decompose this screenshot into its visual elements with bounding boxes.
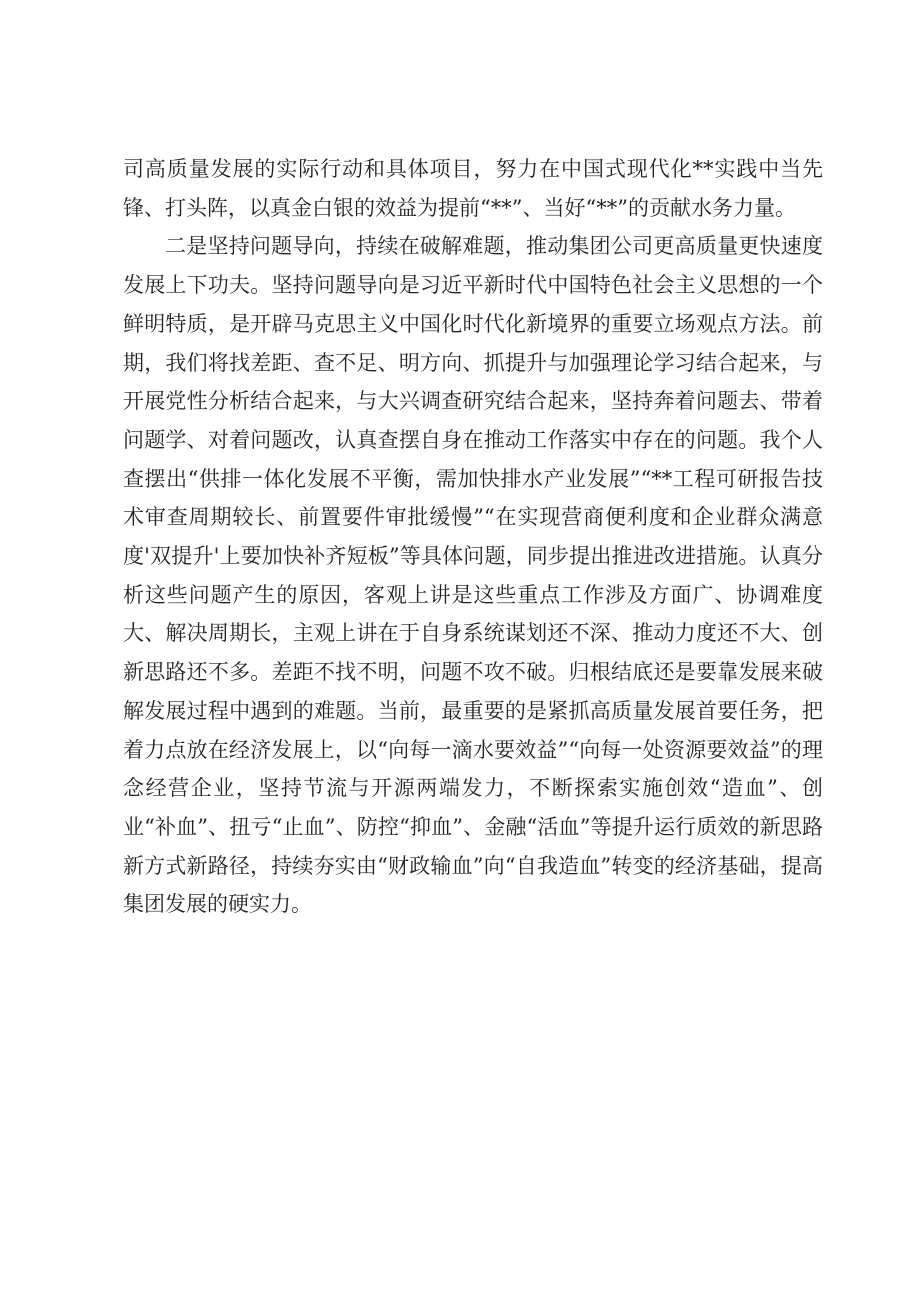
paragraph-problem-orientation: 二是坚持问题导向，持续在破解难题，推动集团公司更高质量更快速度发展上下功夫。坚持问题导向是习近平新时代中国特色社会主义思想的一个鲜明特质，是开辟马克思主义中国化时代化新境界的重要立场观点方法。前期，我们将找差距、查不足、明方向、抓提升与加强理论学习结合起来，与开展党性分析结合起来，与大兴调查研究结合起来，坚持奔着问题去、带着问题学、对着问题改，认真查摆自身在推动工作落实中存在的问题。我个人查摆出“供排一体化发展不平衡，需加快排水产业发展”“**工程可研报告技术审查周期较长、前置要件审批缓慢”“在实现营商便利度和企业群众满意度'双提升'上要加快补齐短板”等具体问题，同步提出推进改进措施。认真分析这些问题产生的原因，客观上讲是这些重点工作涉及方面广、协调难度大、解决周期长，主观上讲在于自身系统谋划还不深、推动力度还不大、创新思路还不多。差距不找不明，问题不攻不破。归根结底还是要靠发展来破解发展过程中遇到的难题。当前，最重要的是紧抓高质量发展首要任务，把着力点放在经济发展上，以“向每一滴水要效益”“向每一处资源要效益”的理念经营企业，坚持节流与开源两端发力，不断探索实施创效“造血”、创业“补血”、扭亏“止血”、防控“抑血”、金融“活血”等提升运行质效的新思路新方式新路径，持续夯实由“财政输血”向“自我造血”转变的经济基础，提高集团发展的硬实力。: [123, 234, 823, 917]
document-body: [123, 150, 823, 924]
paragraph-continuation: 司高质量发展的实际行动和具体项目，努力在中国式现代化**实践中当先锋、打头阵，以真金白银的效益为提前“**”、当好“**”的贡献水务力量。: [123, 157, 823, 220]
